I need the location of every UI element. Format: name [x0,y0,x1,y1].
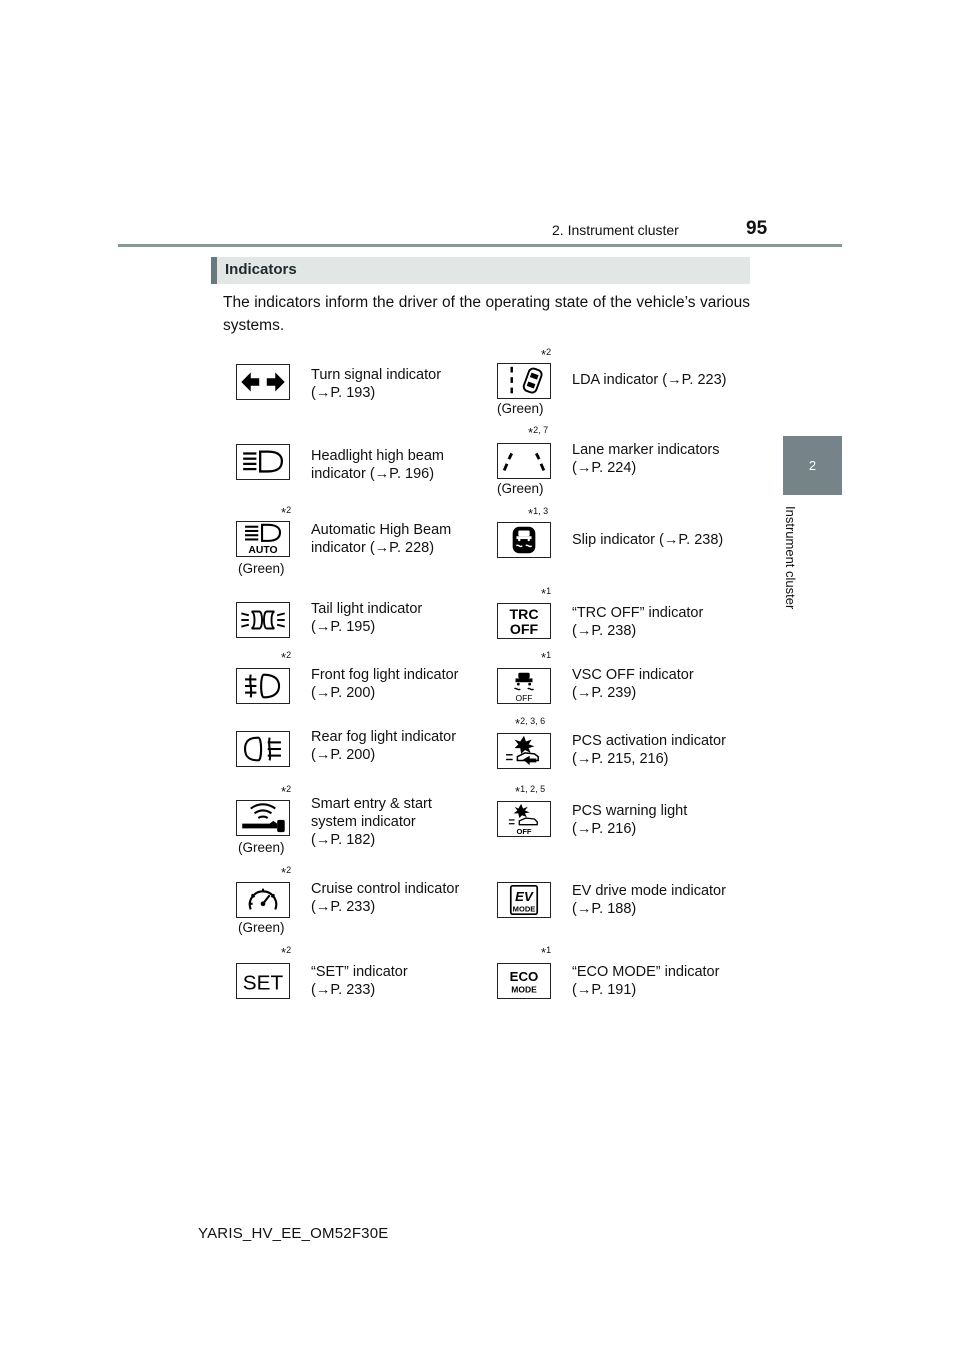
vsc-off-note: *$^1$ [541,650,552,665]
auto-high-beam-note: *$^2$ [281,505,292,520]
note-number: 1 [546,945,552,955]
pcs-warning-icon-text: OFF [516,827,532,836]
chapter-tab: 2 [783,436,842,495]
eco-mode-desc [572,963,719,999]
auto-high-beam-icon [236,521,290,557]
note-number: 2 [546,347,552,357]
desc-line: (→P. 224) [572,460,637,476]
intro-paragraph: The indicators inform the driver of the operating state of the vehicle’s various systems. [223,294,750,334]
pcs-activation-note: *$^{2, 3, 6}$ [515,716,546,731]
desc-line: Front fog light indicator [311,667,459,683]
set-desc [311,963,408,999]
desc-line: VSC OFF indicator [572,667,694,683]
eco-mode-note: *$^1$ [541,945,552,960]
note-number: 2, 7 [533,425,549,435]
ev-mode-icon-text: MODE [512,904,536,914]
pcs-warning-desc [572,802,687,838]
rear-fog-desc [311,728,456,764]
desc-line: “ECO MODE” indicator [572,964,720,980]
running-header-section: 2. Instrument cluster [552,222,679,238]
tail-light-desc [311,600,422,636]
smart-entry-desc [311,795,432,849]
desc-line: “SET” indicator [311,964,408,980]
desc-line: indicator (→P. 228) [311,540,435,556]
desc-line: Cruise control indicator [311,881,460,897]
green-label: (Green) [497,481,544,496]
desc-line: Slip indicator (→P. 238) [572,532,724,548]
rear-fog-light-icon [236,731,290,767]
cruise-control-icon [236,882,290,918]
lda-desc [572,371,726,389]
tail-light-icon [236,602,290,638]
trc-off-note: *$^1$ [541,586,552,601]
desc-line: Smart entry & start [311,796,432,812]
headlight-high-beam-icon [236,444,290,480]
desc-line: PCS warning light [572,803,688,819]
desc-line: (→P. 193) [311,385,376,401]
green-label: (Green) [497,401,544,416]
pcs-activation-icon [497,733,551,769]
pcs-activation-desc [572,732,726,768]
header-rule [118,244,842,247]
set-icon [236,963,290,999]
pcs-warning-icon [497,801,551,837]
note-number: 1 [546,650,552,660]
eco-icon-text: ECO [509,969,539,984]
desc-line: (→P. 200) [311,685,376,701]
vsc-off-icon-text: OFF [515,693,533,703]
chapter-tab-label-wrap [783,506,901,610]
desc-line: (→P. 233) [311,899,376,915]
chapter-tab-label: Instrument cluster [783,506,798,610]
smart-entry-note: *$^2$ [281,784,292,799]
trc-off-desc [572,604,703,640]
desc-line: (→P. 215, 216) [572,751,669,767]
desc-line: indicator (→P. 196) [311,466,435,482]
note-number: 1 [546,586,552,596]
desc-line: (→P. 239) [572,685,637,701]
note-number: 2 [286,505,292,515]
auto-icon-text: AUTO [248,545,278,556]
off-icon-text: OFF [509,622,539,638]
lane-marker-icon [497,443,551,479]
lane-marker-note: *$^{2, 7}$ [528,425,549,440]
trc-icon-text: TRC [509,607,539,624]
lda-note: *$^2$ [541,347,552,362]
desc-line: Tail light indicator [311,601,423,617]
cruise-desc [311,880,459,916]
eco-mode-icon [497,963,551,999]
vsc-off-desc [572,666,694,702]
note-number: 2 [286,650,292,660]
desc-line: Lane marker indicators [572,442,720,458]
desc-line: Turn signal indicator [311,367,442,383]
green-label: (Green) [238,840,285,855]
trc-off-icon [497,603,551,639]
desc-line: (→P. 216) [572,821,637,837]
desc-line: (→P. 200) [311,747,376,763]
pcs-warning-note: *$^{1, 2, 5}$ [515,784,546,799]
section-heading-accent [211,257,217,284]
set-note: *$^2$ [281,945,292,960]
cruise-note: *$^2$ [281,865,292,880]
note-number: 2, 3, 6 [520,716,546,726]
desc-line: (→P. 233) [311,982,376,998]
note-number: 1, 2, 5 [520,784,546,794]
auto-high-beam-desc [311,521,451,557]
note-number: 2 [286,784,292,794]
desc-line: LDA indicator (→P. 223) [572,372,727,388]
ev-mode-desc [572,882,726,918]
note-number: 2 [286,865,292,875]
ev-mode-icon [497,882,551,918]
desc-line: (→P. 195) [311,619,376,635]
desc-line: (→P. 182) [311,832,376,848]
set-icon-text: SET [242,971,284,995]
desc-line: EV drive mode indicator [572,883,726,899]
desc-line: Automatic High Beam [311,522,452,538]
front-fog-light-icon [236,668,290,704]
note-number: 2 [286,945,292,955]
front-fog-note: *$^2$ [281,650,292,665]
front-fog-desc [311,666,459,702]
turn-signal-icon [236,364,290,400]
turn-signal-desc [311,366,441,402]
vsc-off-icon [497,668,551,704]
green-label: (Green) [238,920,285,935]
ev-icon-text: EV [515,888,533,904]
section-heading-title: Indicators [225,261,297,278]
lane-marker-desc [572,441,720,477]
desc-line: (→P. 188) [572,901,637,917]
footer-document-code: YARIS_HV_EE_OM52F30E [198,1225,389,1242]
desc-line: system indicator [311,814,416,830]
desc-line: (→P. 238) [572,623,637,639]
desc-line: PCS activation indicator [572,733,726,749]
note-number: 1, 3 [533,506,549,516]
green-label: (Green) [238,561,285,576]
slip-icon [497,522,551,558]
page-number: 95 [746,218,768,239]
eco-mode-icon-text: MODE [511,984,537,995]
desc-line: Rear fog light indicator [311,729,457,745]
headlight-high-beam-desc [311,447,444,483]
slip-note: *$^{1, 3}$ [528,506,549,521]
desc-line: “TRC OFF” indicator [572,605,704,621]
lda-icon [497,363,551,399]
smart-entry-icon [236,800,290,836]
desc-line: (→P. 191) [572,982,637,998]
desc-line: Headlight high beam [311,448,445,464]
slip-desc [572,531,723,549]
section-heading-bar [211,257,750,284]
